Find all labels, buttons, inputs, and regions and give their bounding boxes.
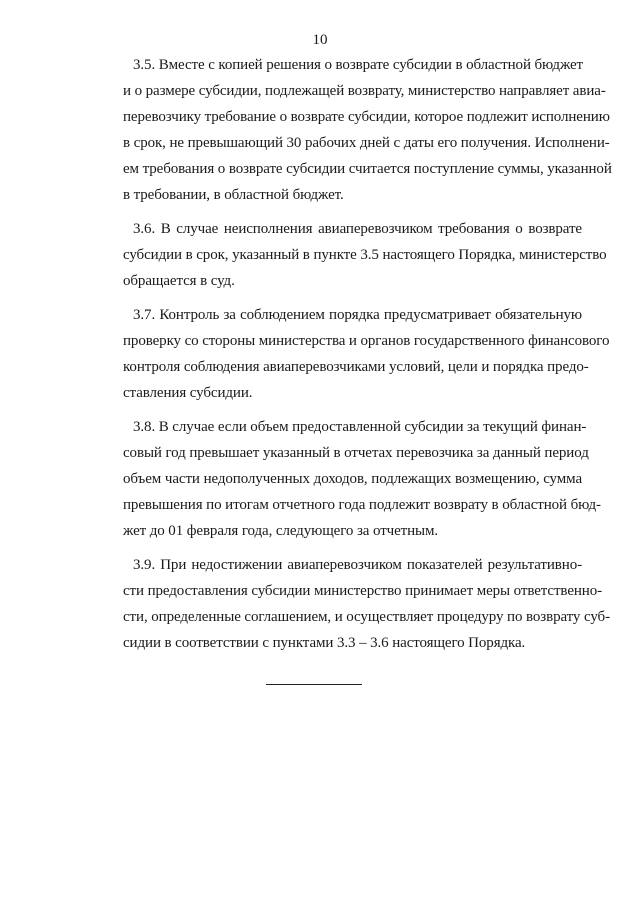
text-line: субсидии в срок, указанный в пункте 3.5 настоящего Порядка, министерство: [123, 247, 607, 263]
text-line: и о размере субсидии, подлежащей возврату, министерство направляет авиа-: [123, 83, 606, 99]
text-line: объем части недополученных доходов, подлежащих возмещению, сумма: [123, 471, 582, 487]
text-line: перевозчику требование о возврате субсидии, которое подлежит исполнению: [123, 109, 610, 125]
page-number: 10: [312, 32, 328, 48]
paragraph-3-7: [113, 302, 610, 406]
text-line: контроля соблюдения авиаперевозчиками условий, цели и порядка предо-: [123, 359, 589, 375]
text-line: сти предоставления субсидии министерство принимает меры ответственно-: [123, 583, 603, 599]
text-line: 3.9. При недостижении авиаперевозчиком показателей результативно-: [133, 557, 582, 573]
text-line: сти, определенные соглашением, и осуществляет процедуру по возврату суб-: [123, 609, 610, 625]
text-line: в требовании, в областной бюджет.: [123, 187, 344, 203]
paragraph-3-5: [113, 52, 612, 208]
text-line: 3.6. В случае неисполнения авиаперевозчиком требования о возврате: [133, 221, 582, 237]
text-line: превышения по итогам отчетного года подлежит возврату в областной бюд-: [123, 497, 601, 513]
document-body: [113, 52, 612, 664]
text-line: в срок, не превышающий 30 рабочих дней с даты его получения. Исполнени-: [123, 135, 610, 151]
text-line: 3.8. В случае если объем предоставленной субсидии за текущий финан-: [133, 419, 587, 435]
text-line: обращается в суд.: [123, 273, 235, 289]
text-line: совый год превышает указанный в отчетах перевозчика за данный период: [123, 445, 589, 461]
text-line: 3.5. Вместе с копией решения о возврате субсидии в областной бюджет: [133, 57, 584, 73]
paragraph-3-6: [113, 216, 607, 294]
end-divider-line: [266, 684, 362, 685]
text-line: жет до 01 февраля года, следующего за отчетным.: [123, 523, 439, 539]
text-line: сидии в соответствии с пунктами 3.3 – 3.6 настоящего Порядка.: [123, 635, 526, 651]
text-line: ем требования о возврате субсидии считается поступление суммы, указанной: [123, 161, 612, 177]
paragraph-3-9: [113, 552, 610, 656]
paragraph-3-8: [113, 414, 601, 544]
text-line: проверку со стороны министерства и органов государственного финансового: [123, 333, 610, 349]
text-line: 3.7. Контроль за соблюдением порядка предусматривает обязательную: [133, 307, 582, 323]
text-line: ставления субсидии.: [123, 385, 253, 401]
